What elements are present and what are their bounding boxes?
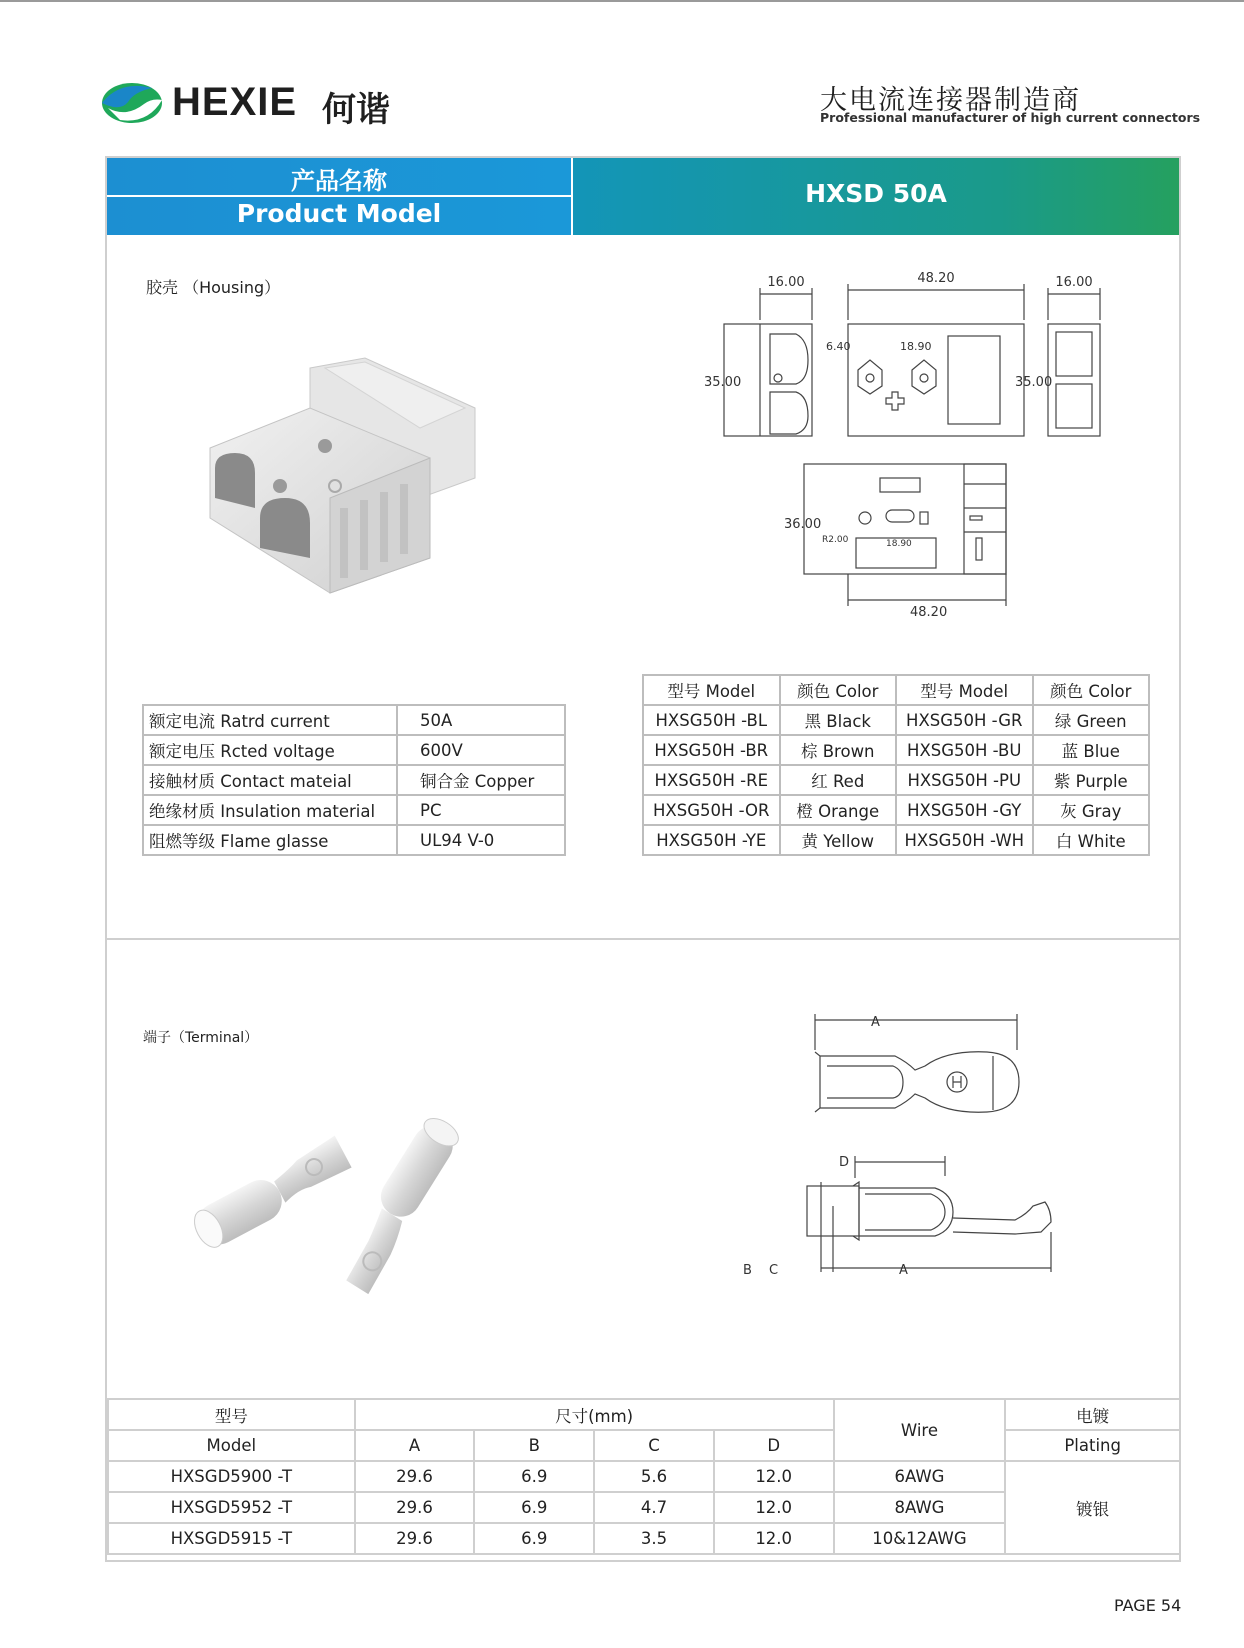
dims-header-size: 尺寸(mm) — [355, 1399, 834, 1430]
color-table-model: HXSG50H -WH — [896, 825, 1033, 855]
color-table-color: 灰 Gray — [1033, 795, 1149, 825]
dims-header-model-cn: 型号 — [108, 1399, 355, 1430]
spec-label: 额定电压 Rcted voltage — [143, 735, 397, 765]
dims-cell-model: HXSGD5915 -T — [108, 1523, 355, 1554]
product-name-label-cn: 产品名称 — [291, 167, 387, 195]
terminal-dim-a-bottom: A — [899, 1263, 908, 1278]
section-divider — [107, 938, 1181, 940]
color-table-color: 绿 Green — [1033, 705, 1149, 735]
dims-cell-d: 12.0 — [714, 1461, 834, 1492]
housing-spec-table — [142, 704, 566, 856]
spec-value: PC — [397, 795, 565, 825]
table-row — [108, 1461, 1180, 1492]
color-table-header: 型号 Model — [896, 675, 1033, 705]
dims-cell-model: HXSGD5900 -T — [108, 1461, 355, 1492]
dims-cell-b: 6.9 — [474, 1523, 594, 1554]
product-model-label: Product Model — [236, 199, 442, 228]
dims-header-wire: Wire — [834, 1399, 1006, 1461]
top-rule — [0, 0, 1244, 2]
color-model-table — [642, 674, 1150, 856]
brand-name: HEXIE — [172, 80, 298, 124]
dims-cell-b: 6.9 — [474, 1461, 594, 1492]
dims-cell-c: 4.7 — [594, 1492, 714, 1523]
spec-value: 600V — [397, 735, 565, 765]
terminal-dim-c: C — [769, 1263, 779, 1278]
color-table-model: HXSG50H -PU — [896, 765, 1033, 795]
dims-cell-a: 29.6 — [355, 1523, 475, 1554]
color-table-color: 棕 Brown — [780, 735, 896, 765]
dims-cell-a: 29.6 — [355, 1492, 475, 1523]
color-table-header: 型号 Model — [643, 675, 780, 705]
color-table-header: 颜色 Color — [1033, 675, 1149, 705]
color-table-color: 橙 Orange — [780, 795, 896, 825]
terminal-photo — [180, 1085, 500, 1265]
terminal-dim-b: B — [743, 1263, 752, 1278]
dim-side-width: 16.00 — [767, 275, 805, 290]
color-table-model: HXSG50H -GY — [896, 795, 1033, 825]
dims-cell-b: 6.9 — [474, 1492, 594, 1523]
dims-cell-plating: 镀银 — [1005, 1461, 1180, 1554]
dims-cell-wire: 6AWG — [834, 1461, 1006, 1492]
housing-photo — [200, 358, 480, 593]
dims-cell-wire: 10&12AWG — [834, 1523, 1006, 1554]
spec-value: 50A — [397, 705, 565, 735]
dim-front-width: 48.20 — [917, 271, 955, 286]
housing-drawing — [700, 271, 1170, 620]
product-model-value: HXSD 50A — [805, 179, 947, 208]
color-table-model: HXSG50H -GR — [896, 705, 1033, 735]
color-table-model: HXSG50H -BL — [643, 705, 780, 735]
dims-cell-a: 29.6 — [355, 1461, 475, 1492]
dims-cell-d: 12.0 — [714, 1492, 834, 1523]
spec-value: 铜合金 Copper — [397, 765, 565, 795]
table-row — [143, 825, 565, 855]
color-table-color: 白 White — [1033, 825, 1149, 855]
dim-offset: 6.40 — [826, 340, 851, 353]
dims-cell-c: 3.5 — [594, 1523, 714, 1554]
color-table-color: 黄 Yellow — [780, 825, 896, 855]
dims-header-plating-cn: 电镀 — [1005, 1399, 1180, 1430]
table-header-row — [643, 675, 1149, 705]
terminal-label: 端子（Terminal） — [143, 1030, 259, 1046]
dim-right-width: 16.00 — [1055, 275, 1093, 290]
spec-label: 额定电流 Ratrd current — [143, 705, 397, 735]
color-table-header: 颜色 Color — [780, 675, 896, 705]
color-table-color: 黑 Black — [780, 705, 896, 735]
hexie-logo-icon — [100, 78, 164, 128]
color-table-color: 紫 Purple — [1033, 765, 1149, 795]
terminal-dim-d: D — [839, 1155, 850, 1170]
page-number: PAGE 54 — [1114, 1596, 1182, 1615]
color-table-model: HXSG50H -YE — [643, 825, 780, 855]
color-table-model: HXSG50H -OR — [643, 795, 780, 825]
color-table-model: HXSG50H -BU — [896, 735, 1033, 765]
dim-height-right: 35.00 — [1015, 375, 1053, 390]
spec-label: 阻燃等级 Flame glasse — [143, 825, 397, 855]
tagline-cn: 大电流连接器制造商 — [820, 85, 1081, 116]
dim-radius: R2.00 — [822, 535, 849, 545]
dims-header-d: D — [714, 1430, 834, 1461]
dims-header-model-en: Model — [108, 1430, 355, 1461]
dims-header-c: C — [594, 1430, 714, 1461]
dims-header-a: A — [355, 1430, 475, 1461]
title-bar-left — [107, 158, 571, 235]
table-row — [143, 765, 565, 795]
dim-bottom-height: 36.00 — [784, 517, 822, 532]
dims-cell-model: HXSGD5952 -T — [108, 1492, 355, 1523]
table-row — [643, 795, 1149, 825]
dim-bottom-gap: 18.90 — [886, 539, 912, 549]
table-row — [143, 705, 565, 735]
dims-header-plating-en: Plating — [1005, 1430, 1180, 1461]
tagline-en: Professional manufacturer of high current connectors — [820, 110, 1201, 125]
table-row — [643, 705, 1149, 735]
color-table-model: HXSG50H -RE — [643, 765, 780, 795]
dims-cell-d: 12.0 — [714, 1523, 834, 1554]
title-bar-right — [573, 158, 1179, 235]
table-row — [643, 735, 1149, 765]
dim-height-left: 35.00 — [704, 375, 742, 390]
dims-header-b: B — [474, 1430, 594, 1461]
dims-cell-c: 5.6 — [594, 1461, 714, 1492]
table-row — [643, 825, 1149, 855]
table-row — [643, 765, 1149, 795]
brand-name-cn: 何谐 — [322, 90, 390, 130]
dim-center-gap: 18.90 — [900, 340, 932, 353]
terminal-drawing — [743, 1010, 1075, 1280]
color-table-color: 红 Red — [780, 765, 896, 795]
spec-label: 接触材质 Contact mateial — [143, 765, 397, 795]
housing-label: 胶壳 （Housing） — [146, 278, 281, 297]
dims-cell-wire: 8AWG — [834, 1492, 1006, 1523]
color-table-color: 蓝 Blue — [1033, 735, 1149, 765]
terminal-dimension-table — [107, 1398, 1181, 1555]
table-row — [143, 795, 565, 825]
spec-value: UL94 V-0 — [397, 825, 565, 855]
dim-bottom-width: 48.20 — [910, 605, 948, 620]
spec-label: 绝缘材质 Insulation material — [143, 795, 397, 825]
terminal-dim-a-top: A — [871, 1015, 880, 1030]
table-row — [143, 735, 565, 765]
color-table-model: HXSG50H -BR — [643, 735, 780, 765]
